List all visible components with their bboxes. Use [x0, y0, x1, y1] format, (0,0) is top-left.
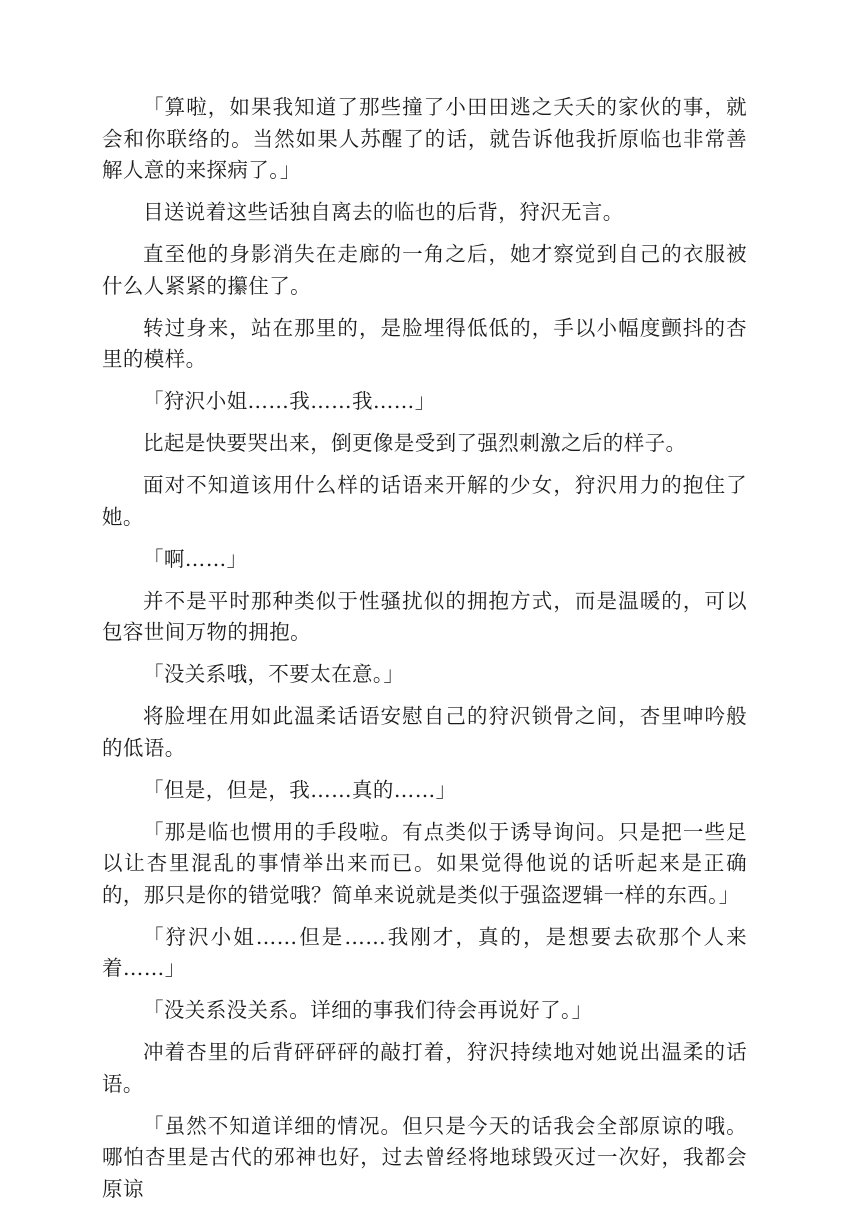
paragraph: 转过身来，站在那里的，是脸埋得低低的，手以小幅度颤抖的杏里的模样。: [102, 315, 747, 371]
paragraph: 并不是平时那种类似于性骚扰似的拥抱方式，而是温暖的，可以包容世间万物的拥抱。: [102, 588, 747, 644]
paragraph: 「虽然不知道详细的情况。但只是今天的话我会全部原谅的哦。哪怕杏里是古代的邪神也好，过去曾经将地球毁灭过一次好，我都会原谅: [102, 1113, 747, 1201]
paragraph: 「但是，但是，我……真的……」: [143, 777, 457, 802]
paragraph: 「没关系哦，不要太在意。」: [143, 662, 405, 686]
paragraph: 冲着杏里的后背砰砰砰的敲打着，狩沢持续地对她说出温柔的话语。: [102, 1040, 747, 1096]
paragraph: 面对不知道该用什么样的话语来开解的少女，狩沢用力的抱住了她。: [102, 473, 747, 529]
paragraph: 目送说着这些话独自离去的临也的后背，狩沢无言。: [143, 200, 624, 224]
paragraph: 「那是临也惯用的手段啦。有点类似于诱导询问。只是把一些足以让杏里混乱的事情举出来而已。如果觉得他说的话听起来是正确的，那只是你的错觉哦？简单来说就是类似于强盗逻辑一样的东西。」: [102, 819, 747, 907]
paragraph: 将脸埋在用如此温柔话语安慰自己的狩沢锁骨之间，杏里呻吟般的低语。: [102, 704, 747, 760]
novel-text-body: [102, 92, 747, 1216]
paragraph: 「狩沢小姐……我……我……」: [143, 389, 436, 413]
paragraph: 「没关系没关系。详细的事我们待会再说好了。」: [143, 998, 593, 1022]
paragraph: 比起是快要哭出来，倒更像是受到了强烈刺激之后的样子。: [143, 431, 687, 455]
paragraph: 「狩沢小姐……但是……我刚才，真的，是想要去砍那个人来着……」: [102, 924, 747, 980]
paragraph: 直至他的身影消失在走廊的一角之后，她才察觉到自己的衣服被什么人紧紧的攥住了。: [102, 242, 747, 298]
paragraph: 「啊……」: [143, 546, 248, 571]
paragraph: 「算啦，如果我知道了那些撞了小田田逃之夭夭的家伙的事，就会和你联络的。当然如果人苏醒了的话，就告诉他我折原临也非常善解人意的来探病了。」: [102, 95, 747, 182]
